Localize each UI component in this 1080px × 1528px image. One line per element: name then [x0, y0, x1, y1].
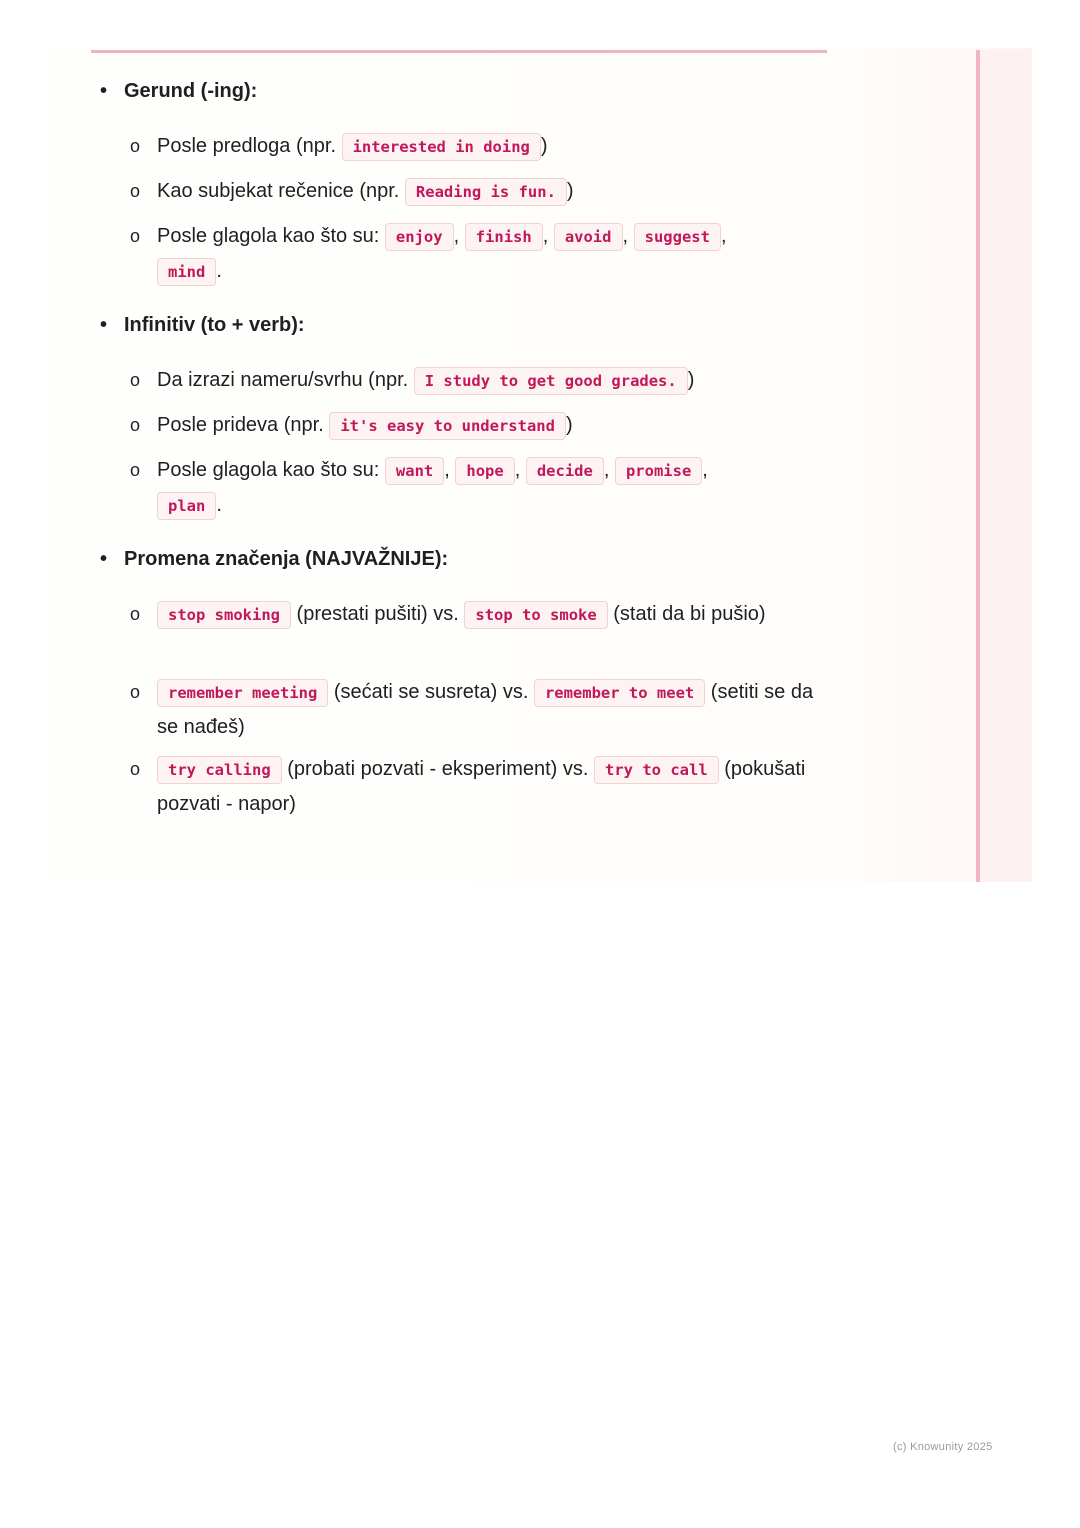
list-item: o Posle glagola kao što su: want , hope , decide , promise , plan . — [130, 453, 830, 523]
section-heading-meaning-change — [100, 546, 448, 572]
code-example: stop to smoke — [464, 601, 607, 629]
item-text: ) — [565, 414, 573, 436]
code-example: promise — [615, 457, 702, 485]
code-example: avoid — [554, 223, 623, 251]
item-text: ) — [540, 135, 548, 157]
item-text: ) — [566, 180, 574, 202]
code-example: stop smoking — [157, 601, 291, 629]
circle-bullet-icon: o — [130, 682, 141, 702]
circle-bullet-icon: o — [130, 415, 141, 435]
code-example: suggest — [634, 223, 721, 251]
item-text: ) — [687, 369, 695, 391]
bullet-icon: • — [100, 80, 108, 102]
code-example: interested in doing — [342, 133, 541, 161]
circle-bullet-icon: o — [130, 460, 141, 480]
copyright-footer: (c) Knowunity 2025 — [893, 1441, 993, 1453]
list-item — [130, 363, 830, 398]
circle-bullet-icon: o — [130, 136, 141, 156]
code-example: try calling — [157, 756, 282, 784]
item-text: Da izrazi nameru/svrhu (npr. — [157, 369, 414, 391]
item-text: Kao subjekat rečenice (npr. — [157, 180, 405, 202]
item-text: (setiti se da se nađeš) — [157, 681, 814, 738]
code-example: I study to get good grades. — [414, 367, 688, 395]
code-example: Reading is fun. — [405, 178, 567, 206]
code-example: decide — [526, 457, 604, 485]
item-text: . — [216, 260, 222, 282]
circle-bullet-icon: o — [130, 226, 141, 246]
list-item — [130, 174, 830, 209]
section-heading-text: Infinitiv (to + verb): — [124, 314, 305, 336]
code-example: it's easy to understand — [329, 412, 566, 440]
list-item — [130, 129, 830, 164]
top-divider — [91, 50, 827, 53]
item-text: Posle prideva (npr. — [157, 414, 330, 436]
circle-bullet-icon: o — [130, 604, 141, 624]
code-example: mind — [157, 258, 216, 286]
code-example: finish — [465, 223, 543, 251]
item-text: (sećati se susreta) vs. — [328, 681, 534, 703]
code-example: plan — [157, 492, 216, 520]
list-item: o Posle glagola kao što su: enjoy , finish , avoid , suggest , mind . — [130, 219, 830, 289]
code-example: want — [385, 457, 444, 485]
list-item — [130, 408, 830, 443]
bullet-icon: • — [100, 548, 108, 570]
code-example: remember meeting — [157, 679, 328, 707]
item-text: (prestati pušiti) vs. — [290, 603, 465, 625]
circle-bullet-icon: o — [130, 370, 141, 390]
item-text: Posle glagola kao što su: — [157, 459, 385, 481]
side-panel — [980, 50, 1032, 882]
code-example: hope — [455, 457, 514, 485]
list-item — [130, 597, 830, 632]
code-example: remember to meet — [534, 679, 705, 707]
code-example: try to call — [594, 756, 719, 784]
item-text: (probati pozvati - eksperiment) vs. — [281, 758, 594, 780]
section-heading-infinitive — [100, 312, 305, 338]
section-heading-text: Gerund (-ing): — [124, 80, 258, 102]
bullet-icon: • — [100, 314, 108, 336]
section-heading-text: Promena značenja (NAJVAŽNIJE): — [124, 548, 449, 570]
circle-bullet-icon: o — [130, 759, 141, 779]
section-heading-gerund — [100, 78, 257, 104]
item-text: Posle glagola kao što su: — [157, 225, 385, 247]
item-text: (pokušati pozvati - napor) — [157, 758, 806, 815]
code-example: enjoy — [385, 223, 454, 251]
circle-bullet-icon: o — [130, 181, 141, 201]
item-text: Posle predloga (npr. — [157, 135, 342, 157]
list-item — [130, 675, 830, 744]
list-item — [130, 752, 830, 821]
item-text: . — [216, 494, 222, 516]
item-text: (stati da bi pušio) — [607, 603, 766, 625]
